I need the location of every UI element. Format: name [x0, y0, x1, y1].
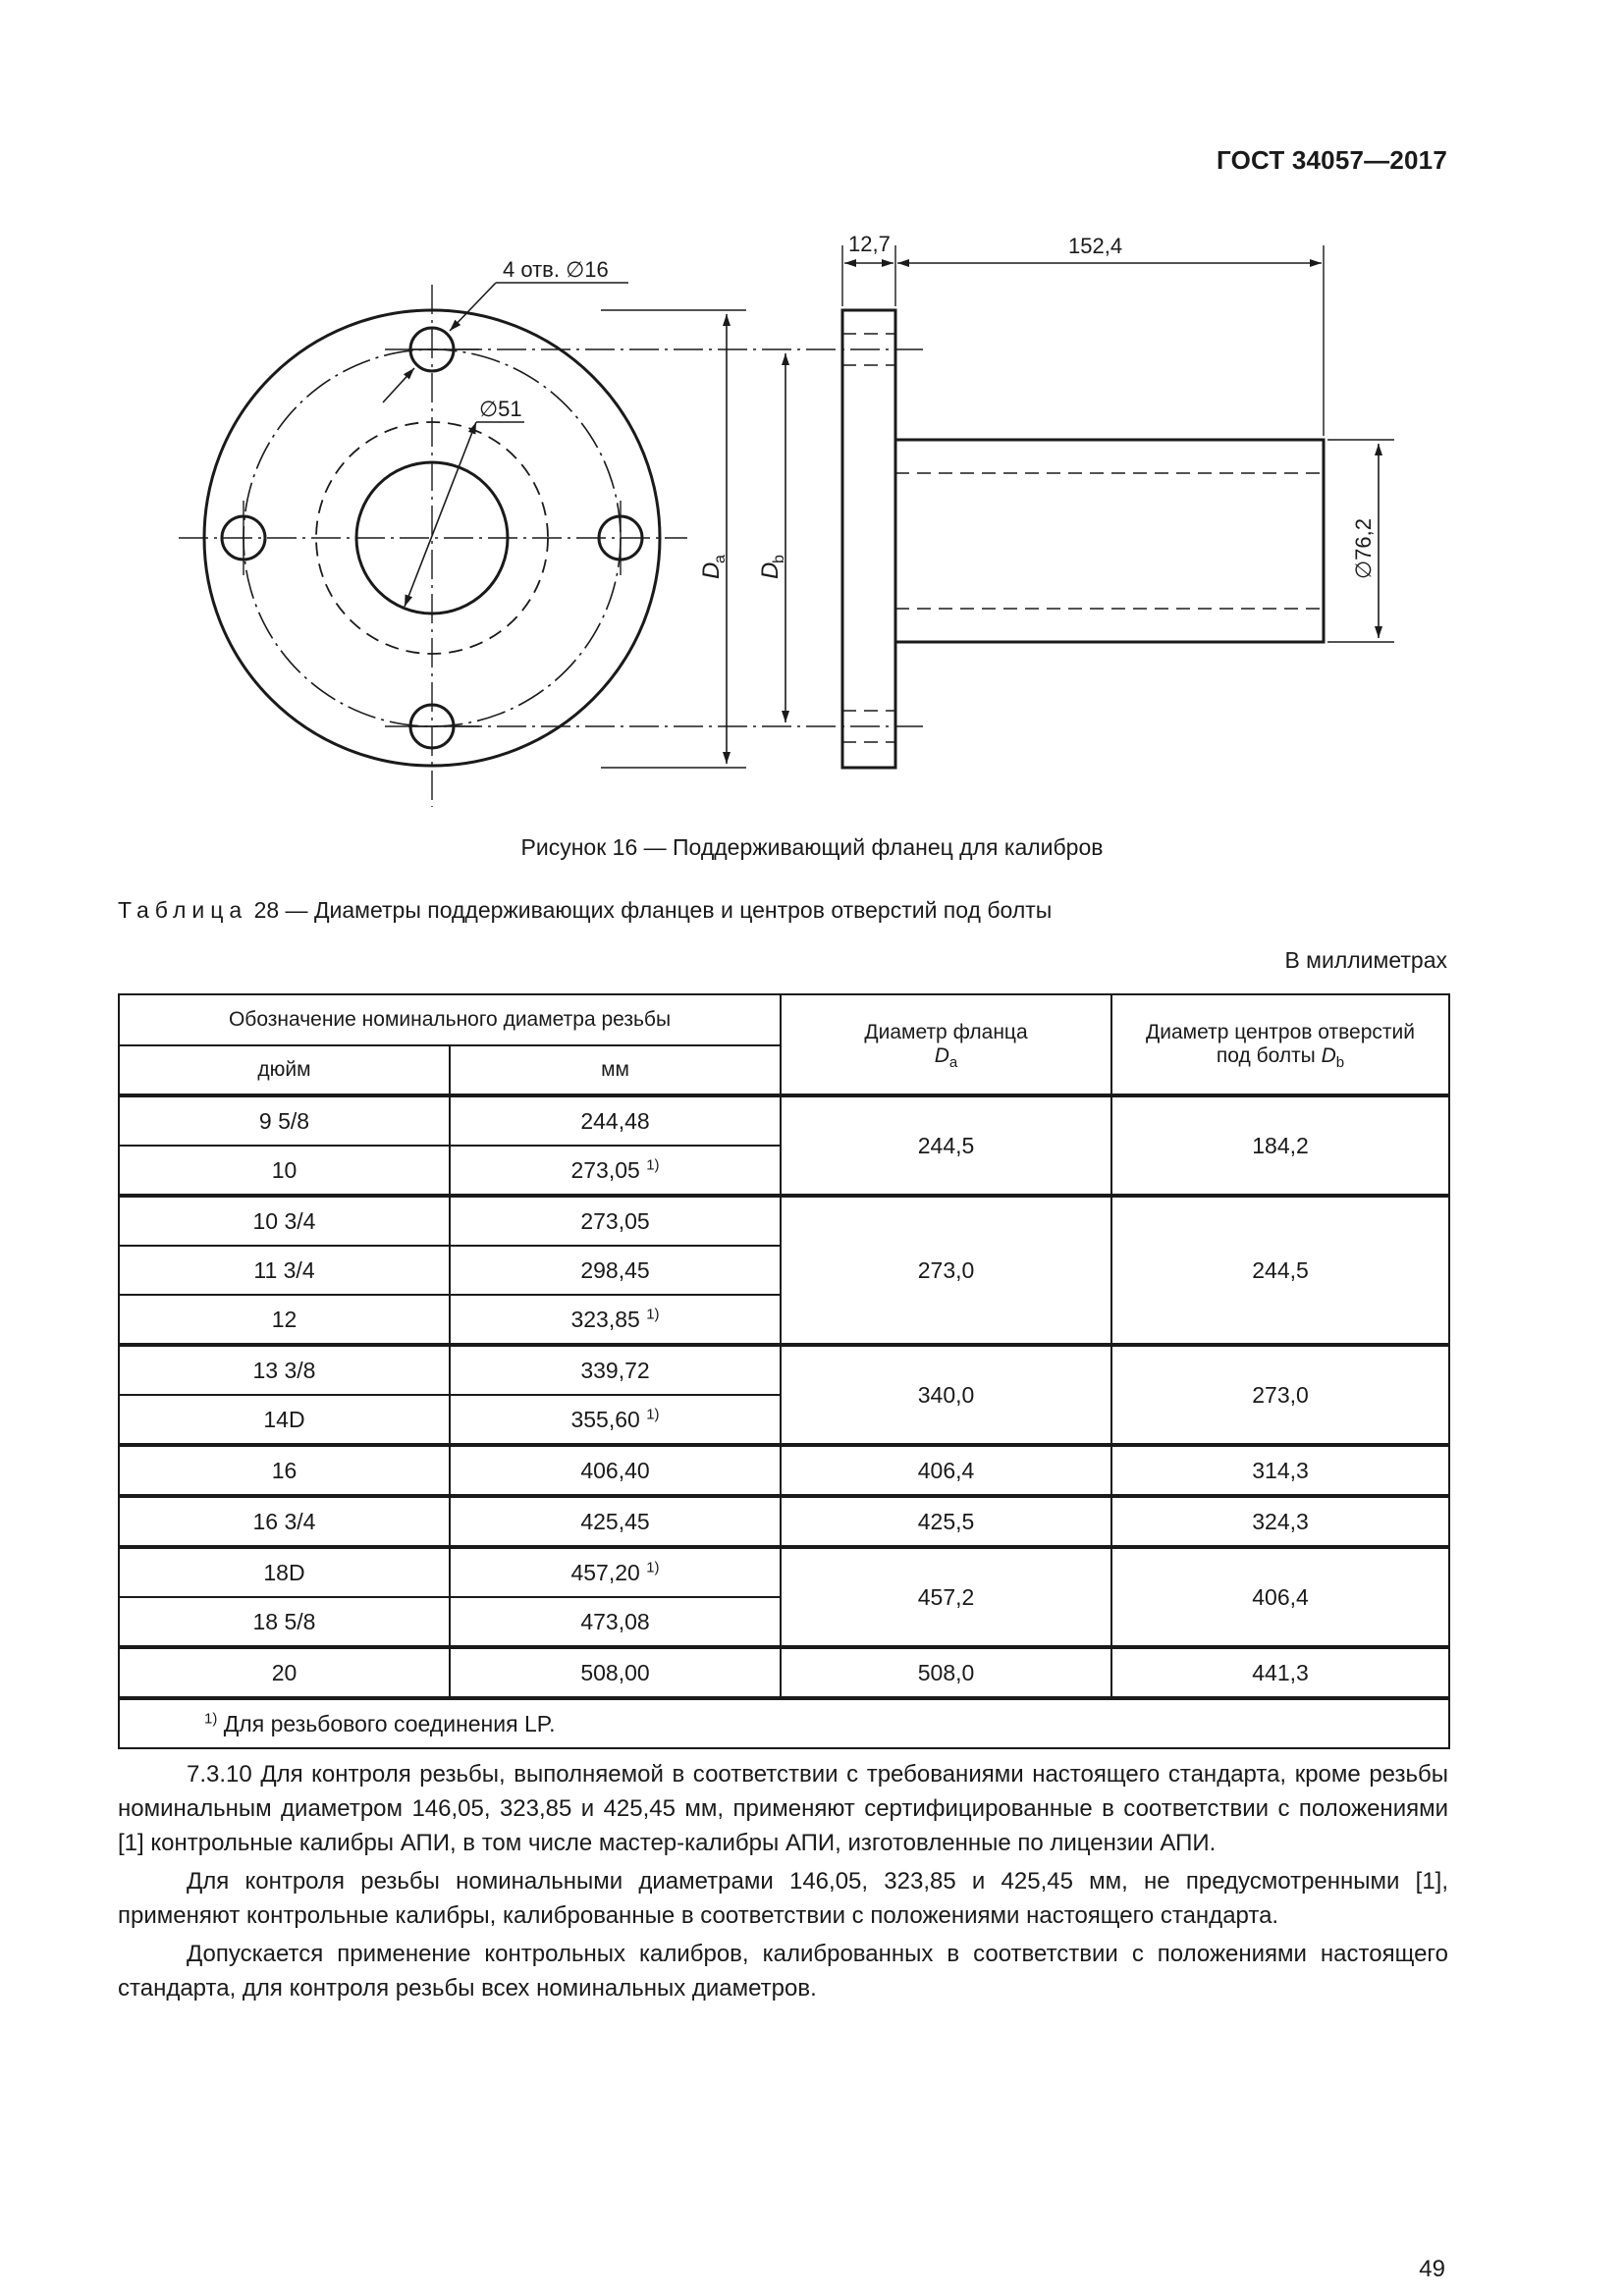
bolt-cell: 324,3: [1111, 1496, 1449, 1547]
db-label: [757, 555, 787, 579]
table-units: В миллиметрах: [1284, 947, 1447, 973]
table-row: 18D 457,20 $^{1)}$ 457,2 406,4: [119, 1547, 1449, 1597]
svg-text:a: a: [712, 555, 729, 563]
flange-cell: 406,4: [781, 1445, 1111, 1496]
table-row: 13 3/8 339,72 340,0 273,0: [119, 1345, 1449, 1395]
page-number: 49: [1419, 2256, 1445, 2282]
table-row: 16 406,40 406,4 314,3: [119, 1445, 1449, 1496]
table-row: 14D 355,60 $^{1)}$: [119, 1395, 1449, 1445]
document-header: ГОСТ 34057—2017: [1217, 145, 1447, 175]
table-title-text: 28 — Диаметры поддерживающих фланцев и центров отверстий под болты: [247, 897, 1053, 923]
diameter-table: [118, 993, 1450, 1749]
header-mm: мм: [450, 1045, 781, 1095]
svg-text:D: D: [757, 561, 784, 579]
table-row: 9 5/8 244,48 244,5 184,2: [119, 1095, 1449, 1146]
table-footnote: $^{1)}$ Для резьбового соединения LP.: [119, 1698, 1449, 1748]
holes-label: 4 отв. ∅16: [503, 257, 609, 282]
svg-text:D: D: [698, 561, 725, 579]
paragraph-3: Допускается применение контрольных калибров, калиброванных в соответствии с положениями настоящего стандарта, для контроля резьбы всех номинальных диаметров.: [118, 1941, 1448, 2002]
paragraph-2: Для контроля резьбы номинальными диаметрами 146,05, 323,85 и 425,45 мм, не предусмотренными [1], применяют контрольные калибры, калиброванные в соответствии с положениями настоящего стандарта.: [118, 1868, 1448, 1929]
tube-side: [895, 440, 1324, 642]
flange-cell: 244,5: [781, 1095, 1111, 1196]
bore-label: ∅51: [479, 397, 522, 421]
table-row: 11 3/4 298,45: [119, 1246, 1449, 1295]
header-flange: Диаметр фланца $D_a$: [781, 994, 1111, 1095]
flange-cell: 425,5: [781, 1496, 1111, 1547]
svg-text:b: b: [771, 555, 787, 563]
table-title: [118, 897, 1052, 924]
flange-cell: 340,0: [781, 1345, 1111, 1445]
bolt-cell: 406,4: [1111, 1547, 1449, 1647]
da-label: [698, 555, 729, 579]
tube-diameter-label: ∅76,2: [1351, 518, 1376, 579]
flange-cell: 273,0: [781, 1196, 1111, 1345]
table-row: 18 5/8 473,08: [119, 1597, 1449, 1647]
flange-drawing: [0, 0, 1624, 825]
paragraph-1: 7.3.10 Для контроля резьбы, выполняемой в соответствии с требованиями настоящего стандарта, кроме резьбы номинальным диаметром 146,05, 323,85 и 425,45 мм, применяют сертифицированные в соответствии с положениями [1] контрольные калибры АПИ, в том числе мастер-калибры АПИ, изготовленные по лицензии АПИ.: [118, 1761, 1448, 1856]
table-label: Таблица: [118, 897, 248, 923]
table-row: 12 323,85 $^{1)}$: [119, 1295, 1449, 1345]
header-designation: Обозначение номинального диаметра резьбы: [119, 994, 781, 1045]
table-row: 10 273,05 $^{1)}$: [119, 1146, 1449, 1196]
table-row: 10 3/4 273,05 273,0 244,5: [119, 1196, 1449, 1246]
header-inch: дюйм: [119, 1045, 450, 1095]
header-bolt: Диаметр центров отверстий под болты $D_b$: [1111, 994, 1449, 1095]
table-row: 16 3/4 425,45 425,5 324,3: [119, 1496, 1449, 1547]
flange-cell: 508,0: [781, 1647, 1111, 1698]
bolt-cell: 244,5: [1111, 1196, 1449, 1345]
bolt-cell: 184,2: [1111, 1095, 1449, 1196]
length-label: 152,4: [1068, 234, 1123, 258]
figure-caption: Рисунок 16 — Поддерживающий фланец для калибров: [520, 834, 1104, 860]
body-text: [118, 1757, 1448, 2005]
flange-side: [842, 310, 895, 768]
flange-thickness-label: 12,7: [848, 232, 891, 256]
table-row: 20 508,00 508,0 441,3: [119, 1647, 1449, 1698]
flange-cell: 457,2: [781, 1547, 1111, 1647]
bolt-cell: 314,3: [1111, 1445, 1449, 1496]
bolt-cell: 441,3: [1111, 1647, 1449, 1698]
bolt-cell: 273,0: [1111, 1345, 1449, 1445]
